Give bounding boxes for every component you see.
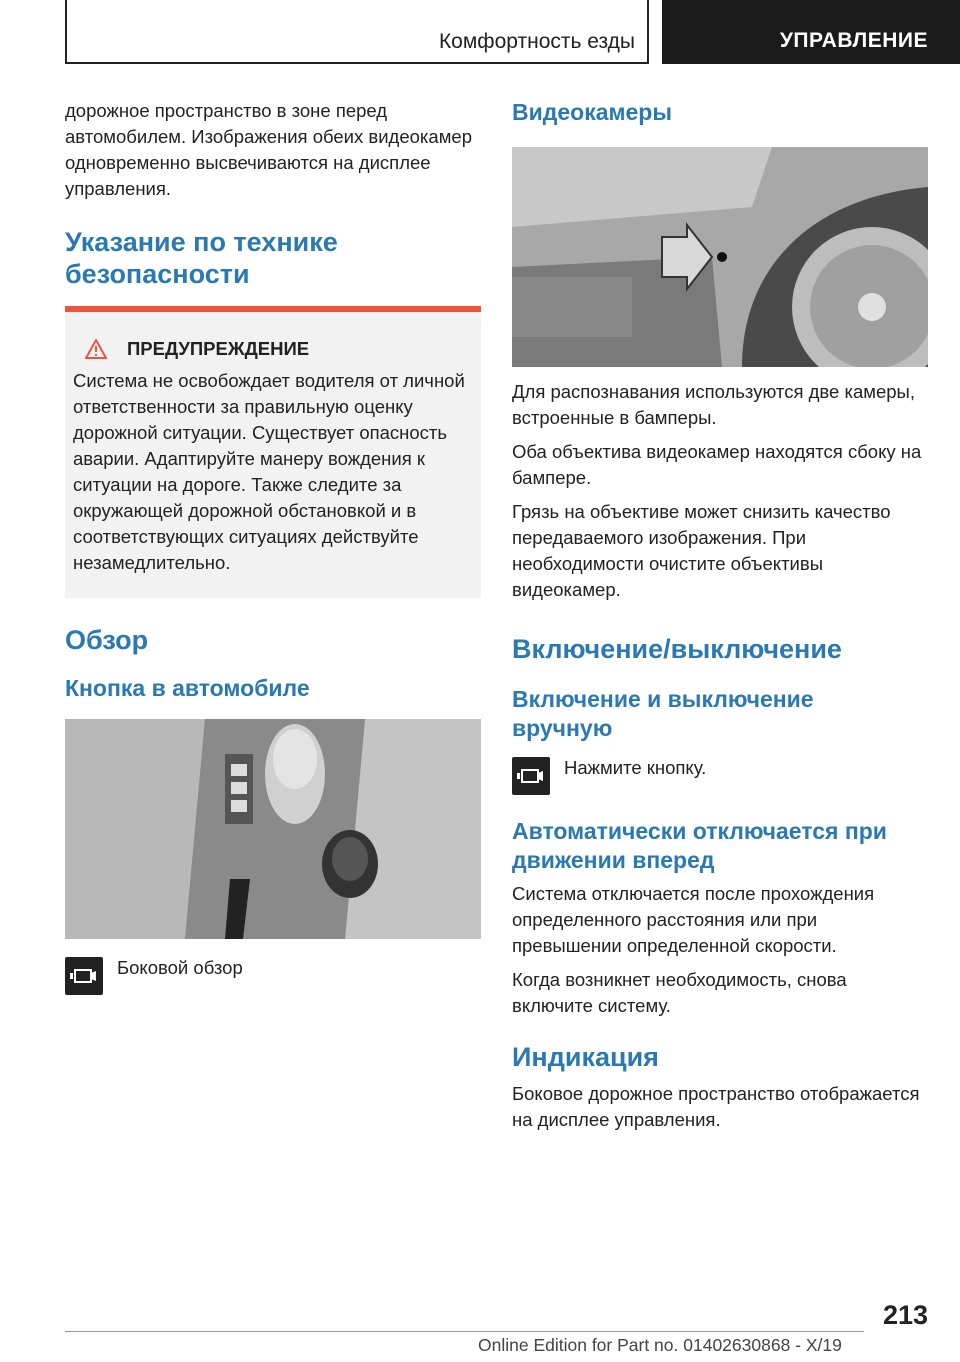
cameras-paragraph-1: Для распознавания используются две камеры, встроенные в бамперы. — [512, 381, 915, 428]
safety-heading: Указание по технике безопасности — [65, 227, 338, 289]
page-number: 213 — [882, 1300, 928, 1330]
manual-heading: Включение и выключение вручную — [512, 686, 814, 741]
auto-heading: Автоматически отключается при движении вперед — [512, 818, 887, 873]
header-chapter-box — [662, 0, 960, 64]
cameras-paragraph-3: Грязь на объективе может снизить качество передаваемого изображения. При необходимости очистите объективы видеокамер. — [512, 501, 891, 600]
cameras-heading: Видеокамеры — [512, 99, 672, 125]
left-column — [65, 98, 481, 995]
header-section-box — [65, 0, 649, 64]
overview-heading: Обзор — [65, 625, 149, 655]
camera-button-icon — [512, 757, 550, 795]
display-heading: Индикация — [512, 1042, 659, 1072]
header-section-title: Комфортность езды — [438, 30, 635, 53]
center-console-photo — [65, 719, 481, 939]
auto-paragraph-1: Система отключается после прохождения определенного расстояния или при превышении определенной скорости. — [512, 883, 875, 956]
bumper-camera-photo — [512, 147, 928, 367]
cameras-paragraph-2: Оба объектива видеокамер находятся сбоку на бампере. — [512, 441, 922, 488]
manual-text: Нажмите кнопку. — [564, 757, 707, 778]
header-chapter-title: УПРАВЛЕНИЕ — [779, 29, 928, 52]
warning-text: Система не освобождает водителя от личной ответственности за правильную оценку дорожной ситуации. Существует опасность аварии. Адаптируйте манеру вождения к ситуации на дороге. Также следите за окружающей дорожной обстановкой и в соответствующих ситуациях действуйте незамедлительно. — [73, 370, 465, 573]
right-column — [512, 98, 928, 1133]
warning-box — [65, 312, 481, 598]
intro-paragraph: дорожное пространство в зоне перед автомобилем. Изображения обеих видеокамер одновременно высвечиваются на дисплее управления. — [65, 100, 472, 199]
side-view-button-icon — [65, 957, 103, 995]
button-heading: Кнопка в автомобиле — [65, 675, 310, 701]
auto-paragraph-2: Когда возникнет необходимость, снова включите систему. — [512, 969, 847, 1016]
footer-divider — [65, 1331, 864, 1332]
warning-title: ПРЕДУПРЕЖДЕНИЕ — [127, 338, 310, 359]
display-paragraph: Боковое дорожное пространство отображается на дисплее управления. — [512, 1083, 920, 1130]
footer-edition: Online Edition for Part no. 01402630868 - X/19 — [478, 1335, 842, 1355]
onoff-heading: Включение/выключение — [512, 634, 842, 664]
button-caption: Боковой обзор — [117, 957, 243, 978]
warning-triangle-icon — [85, 339, 107, 359]
